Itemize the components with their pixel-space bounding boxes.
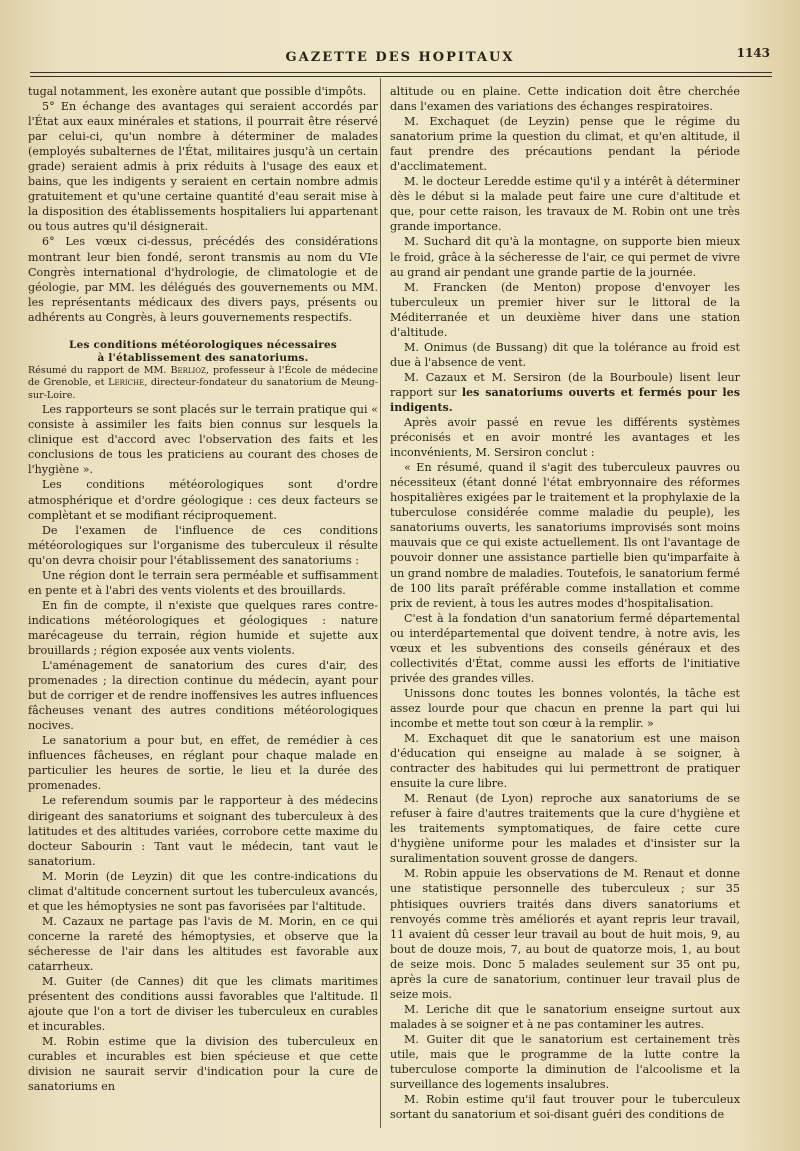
paragraph: Le sanatorium a pour but, en effet, de remédier à ces influences fâcheuses, en réglant pour chaque malade en particulier les heures de sortie, le lieu et la durée des promenades.: [28, 734, 378, 793]
paragraph: 6° Les vœux ci-dessus, précédés des considérations montrant leur bien fondé, seront transmis au nom du VIe Congrès international d'hydrologie, de climatologie et de géologie, par MM. les délégués des gouvernements ou MM. les représentants médicaux des divers pays, présents ou adhérents au Congrès, à leurs gouvernements respectifs.: [28, 235, 378, 324]
paragraph: Une région dont le terrain sera perméable et suffisamment en pente et à l'abri des vents violents et des brouillards.: [28, 568, 378, 597]
paragraph: De l'examen de l'influence de ces conditions météorologiques sur l'organisme des tuberculeux il résulte qu'on devra choisir pour l'établissement des sanatoriums :: [28, 523, 378, 567]
paragraph: altitude ou en plaine. Cette indication doit être cherchée dans l'examen des variations des échanges respiratoires.: [390, 85, 740, 114]
paragraph: M. Onimus (de Bussang) dit que la tolérance au froid est due à l'absence de vent.: [390, 340, 740, 369]
paragraph: tugal notamment, les exonère autant que possible d'impôts.: [28, 85, 367, 98]
paragraph: L'aménagement de sanatorium des cures d'air, des promenades ; la direction continue du médecin, ayant pour but de corriger et de rendre inoffensives les autres influences fâcheuses venant des autres conditions météorologiques nocives.: [28, 659, 379, 733]
column-divider: [380, 78, 381, 1128]
paragraph: M. Suchard dit qu'à la montagne, on supporte bien mieux le froid, grâce à la sécheresse de l'air, ce qui permet de vivre au grand air pendant une grande partie de la journée.: [390, 235, 740, 279]
paragraph: M. Guiter (de Cannes) dit que les climats maritimes présentent des conditions aussi favorables que l'altitude. Il ajoute que l'on a tort de diviser les tuberculeux en curables et incurables.: [28, 975, 378, 1034]
paragraph: M. Renaut (de Lyon) reproche aux sanatoriums de se refuser à faire d'autres traitements que la cure d'hygiène et les traitements symptomatiques, de faire cette cure d'hygiène uniforme pour les malades et d'insister sur la suralimentation souvent grosse de dangers.: [390, 792, 740, 866]
report-topic: les sanatoriums ouverts et fermés pour les indigents.: [390, 385, 740, 414]
report-intro-text: M. Cazaux et M. Sersiron (de la Bourboule) lisent leur rapport sur: [390, 370, 740, 399]
paragraph: M. Morin (de Leyzin) dit que les contre-indications du climat d'altitude concernent surtout les tuberculeux avancés, et que les hémoptysies ne sont pas favorisées par l'altitude.: [28, 869, 378, 913]
left-column: [28, 84, 378, 1094]
paragraph: M. Cazaux ne partage pas l'avis de M. Morin, en ce qui concerne la rareté des hémoptysies, et observe que la sécheresse de l'air dans les altitudes est favorable aux catarrheux.: [28, 914, 378, 973]
paragraph: C'est à la fondation d'un sanatorium fermé départemental ou interdépartemental que doivent tendre, à notre avis, les vœux et les subventions des conseils généraux et des collectivités d'État, comme aussi les efforts de l'initiative privée des grandes villes.: [390, 611, 740, 685]
paragraph: En fin de compte, il n'existe que quelques rares contre-indications météorologiques et géologiques : nature marécageuse du terrain, région humide et sujette aux brouillards ; région exposée aux vents violents.: [28, 598, 378, 657]
paragraph: M. Robin estime qu'il faut trouver pour le tuberculeux sortant du sanatorium et soi-disant guéri des conditions de: [390, 1093, 740, 1122]
paragraph: M. Guiter dit que le sanatorium est certainement très utile, mais que le programme de la lutte contre la tuberculose comporte la diminution de l'alcoolisme et la surveillance des logements insalubres.: [390, 1032, 740, 1092]
section-heading-line-2: à l'établissement des sanatoriums.: [97, 351, 309, 364]
header-rule-top: [30, 72, 772, 73]
paragraph: M. Robin appuie les observations de M. Renaut et donne une statistique personnelle des tuberculeux ; sur 35 phtisiques ouvriers traités dans divers sanatoriums et renvoyés comme très améliorés et ayant repris leur travail, 11 avaient dû cesser leur travail au bout de huit mois, 9, au bout de douze mois, 7, au bout de quatorze mois, 1, au bout de seize mois. Donc 5 malades seulement sur 35 ont pu, après la cure de sanatorium, continuer leur travail plus de seize mois.: [390, 867, 740, 1001]
paragraph: M. Francken (de Menton) propose d'envoyer les tuberculeux un premier hiver sur le littoral de la Méditerranée et un deuxième hiver dans une station d'altitude.: [390, 280, 740, 339]
section-heading-line-1: Les conditions météorologiques nécessaires: [69, 338, 337, 351]
paragraph: M. Robin estime que la division des tuberculeux en curables et incurables est bien spécieuse et que cette division ne saurait servir d'indication pour la cure de sanatoriums en: [28, 1035, 378, 1094]
paragraph: M. Exchaquet (de Leyzin) pense que le régime du sanatorium prime la question du climat, et qu'en altitude, il faut prendre des précautions pendant la période d'acclimatement.: [390, 115, 740, 174]
report-summary: [28, 365, 378, 403]
paragraph: M. Leriche dit que le sanatorium enseigne surtout aux malades à se soigner et à ne pas contaminer les autres.: [390, 1002, 740, 1031]
paragraph: M. le docteur Leredde estime qu'il y a intérêt à déterminer dès le début si la malade peut faire une cure d'altitude et que, pour cette raison, les travaux de M. Robin ont une très grande importance.: [390, 175, 740, 234]
right-column: [390, 84, 740, 1122]
paragraph: « En résumé, quand il s'agit des tuberculeux pauvres ou nécessiteux (étant donné l'état embryonnaire des réformes hospitalières exigées par le traitement et la prophylaxie de la tuberculose considérée comme maladie du peuple), les sanatoriums ouverts, les sanatoriums improvisés sont moins mauvais que ce qui existe actuellement. Ils ont l'avantage de pouvoir donner une assistance partielle bien qu'imparfaite à un grand nombre de maladies. Toutefois, le sanatorium fermé de 100 lits paraît préférable comme installation et comme prix de revient, à tous les autres modes d'hospitalisation.: [390, 461, 740, 610]
page-number: 1143: [736, 46, 770, 60]
paragraph: Les rapporteurs se sont placés sur le terrain pratique qui « consiste à assimiler les faits bien connus sur lesquels la clinique est d'accord avec l'observation des faits et les conclusions de tous les praticiens au courant des choses de l'hygiène ».: [28, 403, 378, 477]
paragraph: 5° En échange des avantages qui seraient accordés par l'État aux eaux minérales et stations, il pourrait être réservé par celui-ci, qu'un nombre à déterminer de malades (employés subalternes de l'État, militaires jusqu'à un certain grade) seraient admis à prix réduits à l'usage des eaux et bains, que les indigents y seraient en certain nombre admis gratuitement et qu'une certaine quantité d'eau serait mise à la disposition des établissements hospitaliers lui appartenant ou tous autres qu'il désignerait.: [28, 100, 378, 234]
paragraph: Les conditions météorologiques sont d'ordre atmosphérique et d'ordre géologique : ces deux facteurs se complètant et se modifiant réciproquement.: [28, 478, 378, 522]
page-header: [30, 44, 770, 70]
summary-middle: , professeur à l'École de médecine de Grenoble, et: [28, 364, 379, 389]
author-berlioz: Berlioz: [170, 364, 206, 376]
paragraph: Après avoir passé en revue les différents systèmes préconisés et en avoir montré les avantages et les inconvénients, M. Sersiron conclut :: [390, 416, 740, 460]
header-rule-bottom: [30, 76, 772, 77]
summary-suffix: , directeur-fondateur du sanatorium de Meung-sur-Loire.: [28, 377, 378, 401]
journal-title: GAZETTE DES HOPITAUX: [285, 50, 515, 65]
author-leriche: Leriche: [108, 377, 145, 389]
summary-prefix: Résumé du rapport de MM.: [28, 364, 171, 376]
paragraph: M. Exchaquet dit que le sanatorium est une maison d'éducation qui enseigne au malade à se soigner, à contracter des habitudes qui lui permettront de pratiquer ensuite la cure libre.: [390, 732, 740, 791]
section-heading: [28, 339, 378, 365]
paragraph: Unissons donc toutes les bonnes volontés, la tâche est assez lourde pour que chacun en prenne la part qui lui incombe et mette tout son cœur à la remplir. »: [390, 686, 740, 730]
paragraph: Le referendum soumis par le rapporteur à des médecins dirigeant des sanatoriums et soignant des tuberculeux à des latitudes et des altitudes variées, corrobore cette maxime du docteur Sabourin : Tant vaut le médecin, tant vaut le sanatorium.: [28, 794, 378, 868]
paragraph-report-intro: [390, 370, 740, 415]
